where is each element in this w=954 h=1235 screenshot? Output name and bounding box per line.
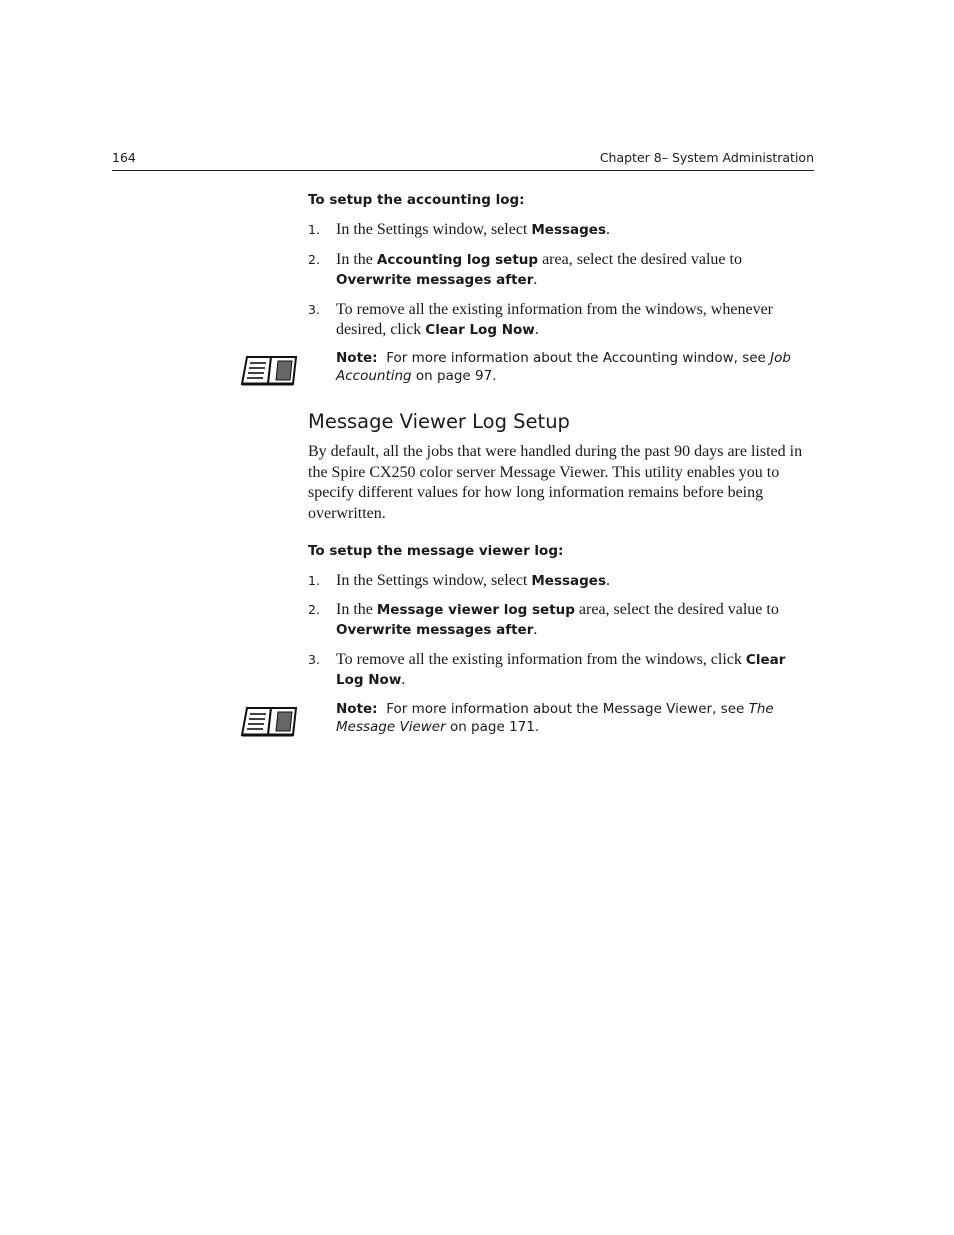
note-text: For more information about the Accounting window, see xyxy=(386,350,771,366)
note-label: Note: xyxy=(336,701,378,717)
note-text: For more information about the Message Viewer, see xyxy=(386,701,749,717)
ui-term: Clear Log Now xyxy=(425,322,535,338)
accounting-step-1 xyxy=(308,220,814,240)
note-viewer xyxy=(336,700,814,736)
accounting-step-3 xyxy=(308,300,814,340)
viewer-step-3 xyxy=(308,650,814,690)
step-text: . xyxy=(533,271,538,288)
section-paragraph: By default, all the jobs that were handled during the past 90 days are listed in the Spire CX250 color server Message Viewer. This utility enables you to specify different values for how long information remains before being overwritten. xyxy=(308,443,803,522)
cross-reference-link[interactable]: The Message Viewer xyxy=(336,701,774,735)
note-label: Note: xyxy=(336,350,378,366)
viewer-step-2 xyxy=(308,600,814,640)
page-number: 164 xyxy=(112,150,136,165)
step-number: 2. xyxy=(308,602,320,617)
ui-term: Overwrite messages after xyxy=(336,272,534,288)
section-heading: Message Viewer Log Setup xyxy=(308,410,570,433)
ui-term: Clear Log Now xyxy=(336,652,786,688)
step-text: . xyxy=(534,321,539,338)
ui-term: Message viewer log setup xyxy=(376,602,575,618)
chapter-title: Chapter 8– System Administration xyxy=(599,150,814,165)
ui-term: Messages xyxy=(531,573,607,589)
accounting-step-2 xyxy=(308,250,814,290)
note-suffix: on page 171. xyxy=(445,719,540,735)
step-text: In the xyxy=(336,251,377,268)
step-number: 3. xyxy=(308,652,320,667)
step-text: . xyxy=(606,221,611,238)
book-icon xyxy=(240,353,298,387)
ui-term: Accounting log setup xyxy=(376,252,539,268)
viewer-step-1 xyxy=(308,571,814,591)
note-accounting xyxy=(336,349,814,385)
step-number: 1. xyxy=(308,573,320,588)
page-header xyxy=(112,148,814,171)
step-number: 2. xyxy=(308,252,320,267)
step-text: area, select the desired value to xyxy=(538,251,742,268)
cross-reference-link[interactable]: Job Accounting xyxy=(336,350,791,384)
procedure-title-viewer: To setup the message viewer log: xyxy=(308,543,564,559)
step-number: 1. xyxy=(308,222,320,237)
step-text: To remove all the existing information from the windows, whenever desired, click xyxy=(336,301,773,338)
step-text: . xyxy=(401,671,406,688)
ui-term: Overwrite messages after xyxy=(336,622,534,638)
procedure-title-accounting: To setup the accounting log: xyxy=(308,192,525,208)
book-icon xyxy=(240,704,298,738)
step-text: In the Settings window, select xyxy=(336,572,532,589)
ui-term: Messages xyxy=(531,222,607,238)
note-suffix: on page 97. xyxy=(411,368,497,384)
step-number: 3. xyxy=(308,302,320,317)
step-text: In the Settings window, select xyxy=(336,221,532,238)
step-text: . xyxy=(533,621,538,638)
step-text: To remove all the existing information from the windows, click xyxy=(336,651,746,668)
step-text: area, select the desired value to xyxy=(574,601,779,618)
step-text: . xyxy=(606,572,611,589)
step-text: In the xyxy=(336,601,377,618)
